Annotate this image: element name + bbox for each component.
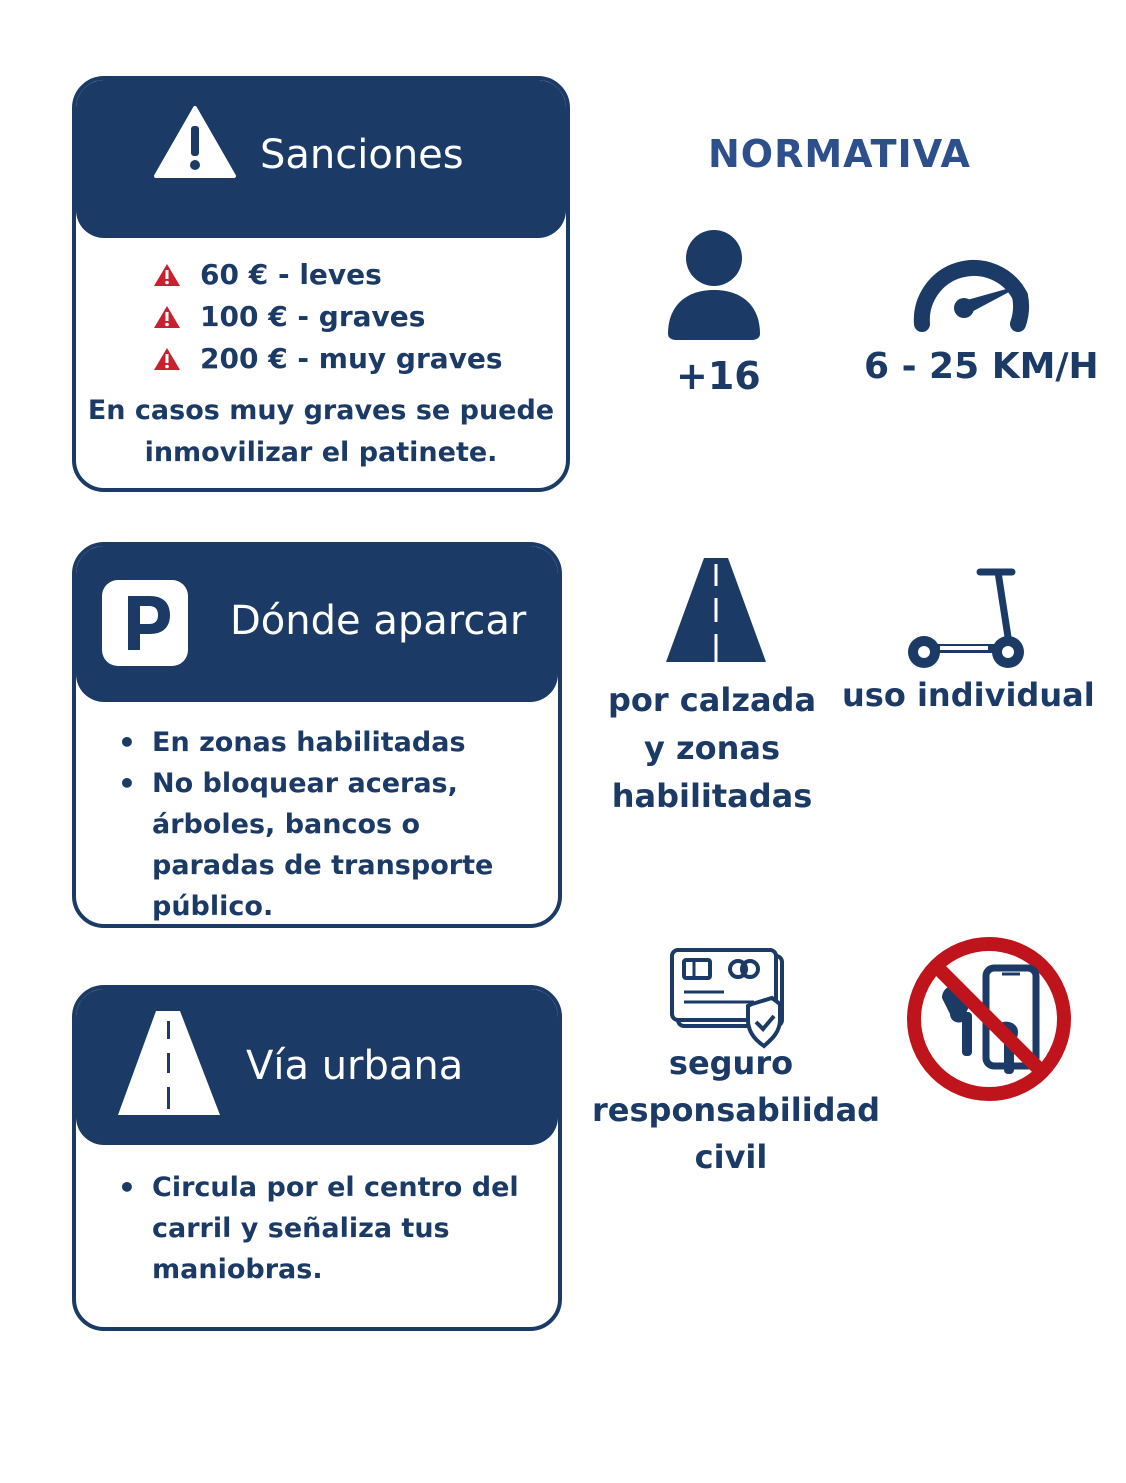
- warning-icon: [152, 104, 238, 180]
- fine-label: 100 € - graves: [200, 300, 426, 333]
- parking-icon: [100, 578, 190, 668]
- via-card: [72, 985, 562, 1331]
- aparcar-title: Dónde aparcar: [230, 598, 527, 644]
- warning-icon: [152, 262, 182, 288]
- insurance-card-icon: [668, 946, 784, 1050]
- speedometer-icon: [908, 244, 1032, 330]
- via-header: [76, 989, 558, 1145]
- fine-row-muy-graves: [152, 342, 503, 375]
- road-label-line3: habilitadas: [611, 777, 813, 815]
- sanciones-header: [76, 80, 566, 238]
- insurance-label-line2: responsabilidad: [592, 1091, 881, 1129]
- sanciones-note-line2: inmovilizar el patinete.: [144, 437, 498, 468]
- aparcar-header: [76, 546, 558, 702]
- fine-row-leves: [152, 258, 382, 291]
- no-phone-icon: [906, 936, 1072, 1102]
- insurance-label: [592, 1040, 881, 1181]
- road-label-line1: por calzada: [607, 681, 817, 719]
- via-list: [112, 1167, 550, 1290]
- sanciones-note: [76, 390, 566, 474]
- warning-icon: [152, 346, 182, 372]
- scooter-icon: [904, 566, 1028, 674]
- fine-label: 200 € - muy graves: [200, 342, 503, 375]
- individual-label: uso individual: [842, 676, 1095, 714]
- sanciones-title: Sanciones: [260, 132, 464, 178]
- road-label-line2: y zonas: [643, 729, 781, 767]
- aparcar-card: [72, 542, 562, 928]
- list-item: • En zonas habilitadas: [112, 722, 550, 763]
- insurance-label-line3: civil: [694, 1138, 768, 1176]
- fine-row-graves: [152, 300, 425, 333]
- aparcar-list: [112, 722, 550, 927]
- list-item: • No bloquear aceras, árboles, bancos o paradas de transporte público.: [112, 763, 532, 927]
- fine-label: 60 € - leves: [200, 258, 382, 291]
- sanciones-note-line1: En casos muy graves se puede: [87, 395, 555, 426]
- age-label: +16: [676, 354, 761, 398]
- road-label: [606, 676, 818, 820]
- list-item: • Circula por el centro del carril y señaliza tus maniobras.: [112, 1167, 532, 1290]
- insurance-label-line1: seguro: [668, 1044, 794, 1082]
- road-icon: [664, 556, 768, 664]
- page-title: NORMATIVA: [708, 132, 971, 176]
- road-icon: [116, 1009, 222, 1117]
- person-icon: [664, 228, 764, 342]
- sanciones-card: [72, 76, 570, 492]
- warning-icon: [152, 304, 182, 330]
- via-title: Vía urbana: [246, 1043, 464, 1089]
- speed-label: 6 - 25 KM/H: [864, 346, 1099, 387]
